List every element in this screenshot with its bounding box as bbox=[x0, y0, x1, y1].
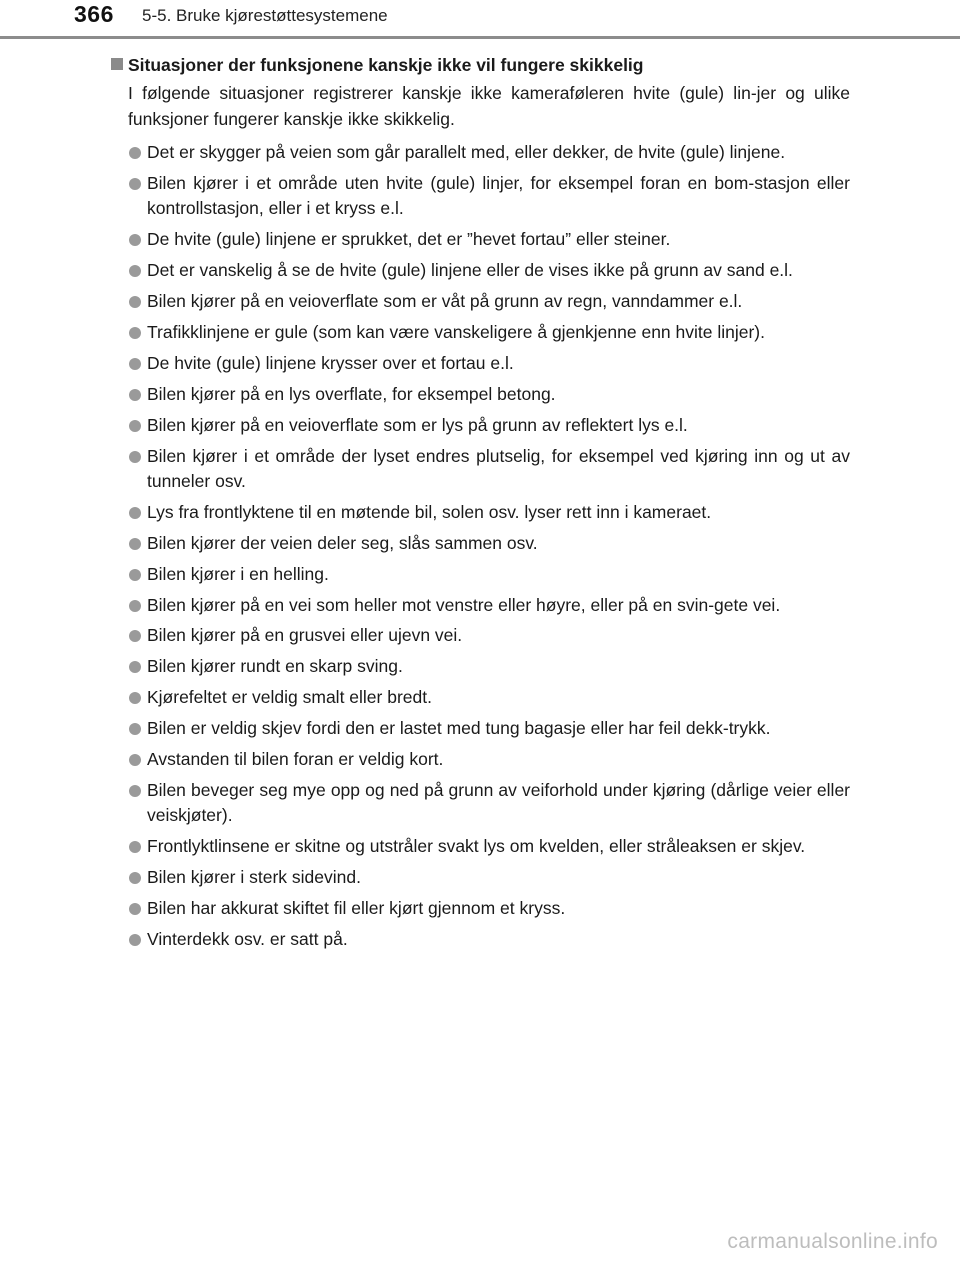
list-item bbox=[110, 382, 850, 408]
list-item bbox=[110, 351, 850, 377]
circle-bullet-icon bbox=[129, 785, 141, 797]
list-item bbox=[110, 258, 850, 284]
list-item-text: Bilen er veldig skjev fordi den er lastet med tung bagasje eller har feil dekk-trykk. bbox=[147, 718, 771, 739]
list-item-text: De hvite (gule) linjene er sprukket, det er ”hevet fortau” eller steiner. bbox=[147, 229, 671, 250]
list-item-text: Kjørefeltet er veldig smalt eller bredt. bbox=[147, 687, 432, 708]
list-item-text: Bilen kjører på en lys overflate, for eksempel betong. bbox=[147, 383, 556, 404]
circle-bullet-icon bbox=[129, 841, 141, 853]
circle-bullet-icon bbox=[129, 934, 141, 946]
square-bullet-icon bbox=[111, 58, 123, 70]
list-item-text: Bilen kjører i et område der lyset endres plutselig, for eksempel ved kjøring inn og ut av tunneler osv. bbox=[147, 445, 850, 492]
list-item-text: Bilen kjører på en veioverflate som er våt på grunn av regn, vanndammer e.l. bbox=[147, 291, 743, 312]
list-item-text: Det er skygger på veien som går parallelt med, eller dekker, de hvite (gule) linjene. bbox=[147, 142, 786, 162]
circle-bullet-icon bbox=[129, 234, 141, 246]
list-item bbox=[110, 927, 850, 953]
list-item-text: Avstanden til bilen foran er veldig kort. bbox=[147, 749, 444, 770]
list-item-text: Bilen beveger seg mye opp og ned på grunn av veiforhold under kjøring (dårlige veier eller veiskjøter). bbox=[147, 779, 850, 826]
circle-bullet-icon bbox=[129, 507, 141, 519]
circle-bullet-icon bbox=[129, 692, 141, 704]
circle-bullet-icon bbox=[129, 903, 141, 915]
circle-bullet-icon bbox=[129, 178, 141, 190]
list-item bbox=[110, 444, 850, 495]
list-item-text: Det er vanskelig å se de hvite (gule) linjene eller de vises ikke på grunn av sand e.l. bbox=[147, 260, 793, 281]
list-item bbox=[110, 500, 850, 526]
list-item bbox=[110, 716, 850, 742]
list-item bbox=[110, 171, 850, 222]
main-content bbox=[110, 52, 850, 958]
header-divider bbox=[0, 36, 960, 39]
list-item bbox=[110, 593, 850, 619]
list-item bbox=[110, 896, 850, 922]
circle-bullet-icon bbox=[129, 569, 141, 581]
list-item bbox=[110, 834, 850, 860]
section-title: 5-5. Bruke kjørestøttesystemene bbox=[142, 6, 388, 25]
circle-bullet-icon bbox=[129, 538, 141, 550]
circle-bullet-icon bbox=[129, 661, 141, 673]
list-item bbox=[110, 413, 850, 439]
list-item-text: Bilen kjører der veien deler seg, slås sammen osv. bbox=[147, 532, 538, 553]
page-number: 366 bbox=[74, 1, 114, 27]
bullet-list bbox=[110, 140, 850, 952]
intro-paragraph: I følgende situasjoner registrerer kanskje ikke kameraføleren hvite (gule) lin-jer og ulike funksjoner fungerer kanskje ikke skikkelig. bbox=[128, 83, 850, 129]
list-item bbox=[110, 747, 850, 773]
circle-bullet-icon bbox=[129, 600, 141, 612]
list-item-text: Bilen kjører rundt en skarp sving. bbox=[147, 656, 403, 677]
circle-bullet-icon bbox=[129, 327, 141, 339]
list-item bbox=[110, 140, 850, 166]
list-item bbox=[110, 685, 850, 711]
list-item-text: Bilen har akkurat skiftet fil eller kjørt gjennom et kryss. bbox=[147, 898, 566, 919]
circle-bullet-icon bbox=[129, 451, 141, 463]
list-item bbox=[110, 865, 850, 891]
list-item-text: Bilen kjører i sterk sidevind. bbox=[147, 867, 361, 888]
section-heading bbox=[110, 52, 850, 78]
circle-bullet-icon bbox=[129, 723, 141, 735]
list-item bbox=[110, 778, 850, 829]
list-item bbox=[110, 623, 850, 649]
circle-bullet-icon bbox=[129, 265, 141, 277]
section-heading-text: Situasjoner der funksjonene kanskje ikke vil fungere skikkelig bbox=[128, 55, 644, 75]
circle-bullet-icon bbox=[129, 389, 141, 401]
watermark: carmanualsonline.info bbox=[727, 1230, 938, 1253]
list-item bbox=[110, 289, 850, 315]
list-item bbox=[110, 227, 850, 253]
list-item-text: Lys fra frontlyktene til en møtende bil, solen osv. lyser rett inn i kameraet. bbox=[147, 501, 712, 522]
list-item-text: Frontlyktlinsene er skitne og utstråler svakt lys om kvelden, eller stråleaksen er skjev. bbox=[147, 836, 806, 857]
list-item-text: Bilen kjører på en veioverflate som er lys på grunn av reflektert lys e.l. bbox=[147, 414, 688, 435]
list-item-text: Bilen kjører i et område uten hvite (gule) linjer, for eksempel foran en bom-stasjon eller kontrollstasjon, eller i et kryss e.l. bbox=[147, 172, 850, 219]
list-item-text: Bilen kjører på en vei som heller mot venstre eller høyre, eller på en svin-gete vei. bbox=[147, 594, 781, 615]
list-item-text: Trafikklinjene er gule (som kan være vanskeligere å gjenkjenne enn hvite linjer). bbox=[147, 321, 765, 342]
circle-bullet-icon bbox=[129, 147, 141, 159]
circle-bullet-icon bbox=[129, 296, 141, 308]
circle-bullet-icon bbox=[129, 630, 141, 642]
circle-bullet-icon bbox=[129, 872, 141, 884]
list-item-text: Bilen kjører i en helling. bbox=[147, 563, 329, 584]
circle-bullet-icon bbox=[129, 754, 141, 766]
list-item bbox=[110, 320, 850, 346]
list-item-text: De hvite (gule) linjene krysser over et fortau e.l. bbox=[147, 352, 514, 373]
circle-bullet-icon bbox=[129, 420, 141, 432]
page-header bbox=[0, 0, 960, 40]
list-item bbox=[110, 531, 850, 557]
list-item bbox=[110, 562, 850, 588]
circle-bullet-icon bbox=[129, 358, 141, 370]
list-item bbox=[110, 654, 850, 680]
list-item-text: Vinterdekk osv. er satt på. bbox=[147, 928, 348, 949]
list-item-text: Bilen kjører på en grusvei eller ujevn vei. bbox=[147, 625, 463, 646]
